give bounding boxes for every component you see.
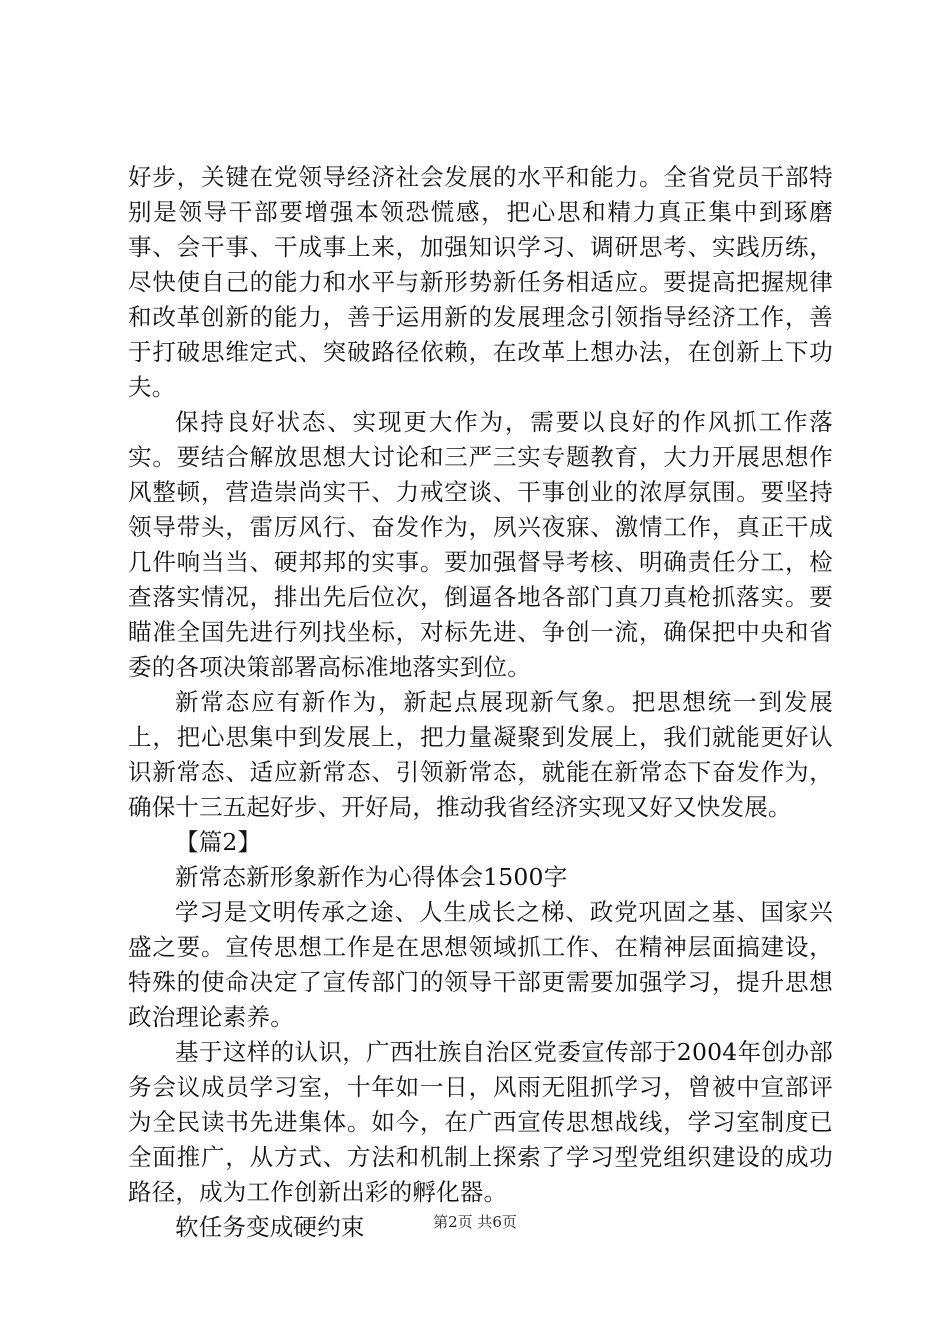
paragraph-1: 好步，关键在党领导经济社会发展的水平和能力。全省党员干部特别是领导干部要增强本领恐慌感，把心思和精力真正集中到琢磨事、会干事、干成事上来，加强知识学习、调研思考、实践历练，尽快使自己的能力和水平与新形势新任务相适应。要提高把握规律和改革创新的能力，善于运用新的发展理念引领指导经济工作，善于打破思维定式、突破路径依赖，在改革上想办法，在创新上下功夫。 [128,163,833,401]
page-number-label: 第2页 共6页 [433,1213,517,1231]
article-title: 新常态新形象新作为心得体会1500字 [175,863,568,891]
page-footer [0,1212,950,1232]
paragraph-5: 基于这样的认识，广西壮族自治区党委宣传部于2004年创办部务会议成员学习室，十年如一日，风雨无阻抓学习，曾被中宣部评为全民读书先进集体。如今，在广西宣传思想战线，学习室制度已全面推广，从方式、方法和机制上探索了学习型党组织建设的成功路径，成为工作创新出彩的孵化器。 [128,1038,833,1206]
paragraph-4: 学习是文明传承之途、人生成长之梯、政党巩固之基、国家兴盛之要。宣传思想工作是在思想领域抓工作、在精神层面搞建设，特殊的使命决定了宣传部门的领导干部更需要加强学习，提升思想政治理论素养。 [128,898,833,1031]
paragraph-2: 保持良好状态、实现更大作为，需要以良好的作风抓工作落实。要结合解放思想大讨论和三严三实专题教育，大力开展思想作风整顿，营造崇尚实干、力戒空谈、干事创业的浓厚氛围。要坚持领导带头，雷厉风行、奋发作为，夙兴夜寐、激情工作，真正干成几件响当当、硬邦邦的实事。要加强督导考核、明确责任分工，检查落实情况，排出先后位次，倒逼各地各部门真刀真枪抓落实。要瞄准全国先进行列找坐标，对标先进、争创一流，确保把中央和省委的各项决策部署高标准地落实到位。 [128,408,833,681]
subheading: 软任务变成硬约束 [175,1213,365,1241]
paragraph-3: 新常态应有新作为，新起点展现新气象。把思想统一到发展上，把心思集中到发展上，把力量凝聚到发展上，我们就能更好认识新常态、适应新常态、引领新常态，就能在新常态下奋发作为，确保十三五起好步、开好局，推动我省经济实现又好又快发展。 [128,688,833,821]
section-heading: 【篇2】 [175,828,262,856]
document-body [128,160,833,1245]
